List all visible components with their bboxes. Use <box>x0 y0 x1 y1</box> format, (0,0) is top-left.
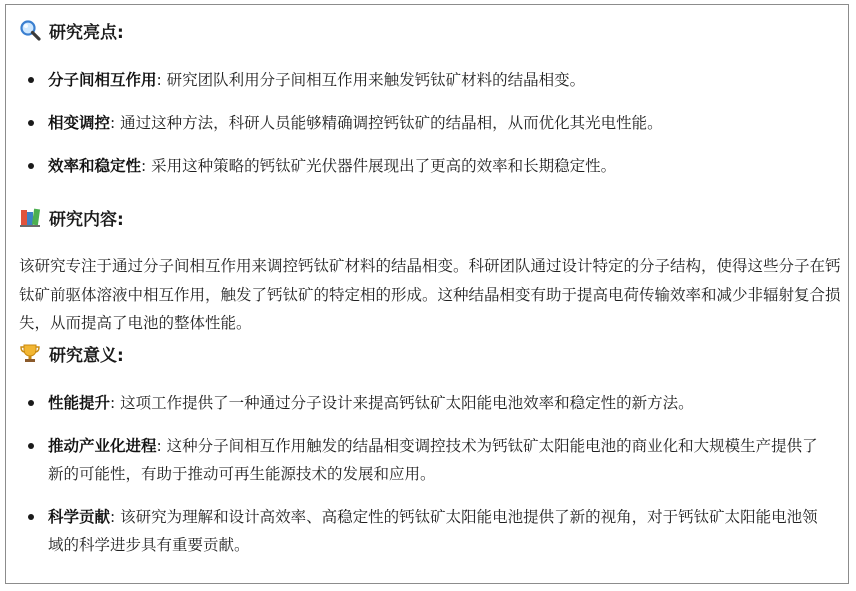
item-text: : 通过这种方法，科研人员能够精确调控钙钛矿的结晶相，从而优化其光电性能。 <box>110 114 663 132</box>
bullet <box>28 443 34 449</box>
bullet <box>28 163 34 169</box>
bullet <box>28 77 34 83</box>
list-item <box>28 503 828 559</box>
item-term: 分子间相互作用 <box>48 71 157 89</box>
item-term: 相变调控 <box>48 114 111 132</box>
highlights-title: 研究亮点: <box>49 22 124 43</box>
significance-title: 研究意义: <box>49 345 124 366</box>
bullet <box>28 120 34 126</box>
item-term: 性能提升 <box>48 394 111 412</box>
item-term: 推动产业化进程 <box>48 437 157 455</box>
trophy-icon <box>19 342 41 364</box>
content-paragraph: 该研究专注于通过分子间相互作用来调控钙钛矿材料的结晶相变。科研团队通过设计特定的分子结构，使得这些分子在钙钛矿前驱体溶液中相互作用，触发了钙钛矿的特定相的形成。这种结晶相变有助于提高电荷传输效率和减少非辐射复合损失，从而提高了电池的整体性能。 <box>19 257 841 332</box>
list-item <box>28 432 828 488</box>
content-heading <box>19 204 124 230</box>
list-item <box>28 109 828 137</box>
list-item <box>28 152 828 180</box>
bullet <box>28 514 34 520</box>
item-text: : 采用这种策略的钙钛矿光伏器件展现出了更高的效率和长期稳定性。 <box>141 157 617 175</box>
item-term: 效率和稳定性 <box>48 157 142 175</box>
item-term: 科学贡献 <box>48 508 111 526</box>
highlights-heading <box>19 17 124 43</box>
list-item <box>28 389 828 417</box>
bullet <box>28 400 34 406</box>
magnifying-glass-icon <box>19 19 41 41</box>
item-text: : 这种分子间相互作用触发的结晶相变调控技术为钙钛矿太阳能电池的商业化和大规模生产提供了新的可能性，有助于推动可再生能源技术的发展和应用。 <box>48 437 818 483</box>
list-item <box>28 66 828 94</box>
books-icon <box>19 206 41 228</box>
content-title: 研究内容: <box>49 209 124 230</box>
significance-heading <box>19 340 124 366</box>
item-text: : 研究团队利用分子间相互作用来触发钙钛矿材料的结晶相变。 <box>156 71 586 89</box>
item-text: : 该研究为理解和设计高效率、高稳定性的钙钛矿太阳能电池提供了新的视角，对于钙钛矿太阳能电池领域的科学进步具有重要贡献。 <box>48 508 818 554</box>
item-text: : 这项工作提供了一种通过分子设计来提高钙钛矿太阳能电池效率和稳定性的新方法。 <box>110 394 694 412</box>
